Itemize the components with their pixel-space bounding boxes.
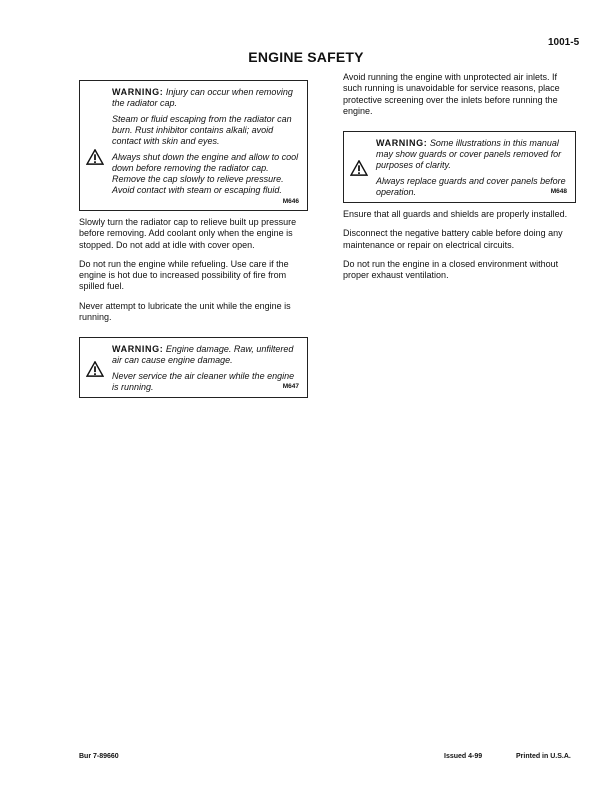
- warning-label: WARNING:: [112, 87, 164, 97]
- footer-printed: Printed in U.S.A.: [516, 753, 571, 760]
- warning-label: WARNING:: [376, 138, 428, 149]
- warning-lead-text: Some illustrations in this manual may show guards or cover panels removed for purposes of clarity.: [376, 138, 562, 171]
- warning-label: WARNING:: [112, 344, 164, 355]
- warning-lead-text: Engine damage. Raw, unfiltered air can cause engine damage.: [112, 344, 294, 366]
- warning-code: M646: [282, 198, 299, 205]
- page-title: ENGINE SAFETY: [248, 49, 364, 65]
- warning-text: Always replace guards and cover panels before operation.: [376, 176, 566, 198]
- body-paragraph: Do not run the engine while refueling. Use care if the engine is hot due to increased possibility of fire from spilled fuel.: [79, 258, 289, 292]
- warning-text: Never service the air cleaner while the engine is running.: [112, 371, 295, 393]
- warning-triangle-icon: [86, 361, 104, 377]
- footer-doc-number: Bur 7-89660: [79, 753, 119, 760]
- warning-text: Steam or fluid escaping from the radiator can burn. Rust inhibitor contains alkali; avoid contact with skin and eyes.: [112, 114, 292, 146]
- left-column: [79, 80, 308, 404]
- radiator-cap-warning-box: [79, 80, 308, 211]
- guards-warning-box: [343, 131, 576, 203]
- right-column: [343, 72, 576, 290]
- body-paragraph: Do not run the engine in a closed environment without proper exhaust ventilation.: [343, 259, 559, 281]
- warning-lead-text: Injury can occur when removing the radiator cap.: [112, 87, 293, 108]
- body-paragraph: Disconnect the negative battery cable before doing any maintenance or repair on electrical circuits.: [343, 228, 563, 250]
- warning-code: M647: [282, 383, 299, 391]
- warning-triangle-icon: [86, 149, 104, 165]
- footer-issued: Issued 4-99: [444, 753, 483, 760]
- warning-code: M648: [550, 188, 567, 196]
- body-paragraph: Avoid running the engine with unprotected air inlets. If such running is unavoidable for service reasons, place protective screening over the inlets before running the engine.: [343, 72, 560, 116]
- warning-text: Always shut down the engine and allow to cool down before removing the radiator cap. Remove the cap slowly to relieve pressure. Avoid contact with steam or escaping fluid.: [112, 152, 299, 195]
- page-number: 1001-5: [548, 37, 580, 48]
- body-paragraph: Slowly turn the radiator cap to relieve built up pressure before removing. Add coolant only when the engine is stopped. Do not add at idle with cover open.: [79, 217, 297, 250]
- air-cleaner-warning-box: [79, 337, 308, 398]
- body-paragraph: Never attempt to lubricate the unit while the engine is running.: [79, 300, 291, 323]
- warning-triangle-icon: [350, 160, 368, 176]
- body-paragraph: Ensure that all guards and shields are properly installed.: [343, 209, 568, 220]
